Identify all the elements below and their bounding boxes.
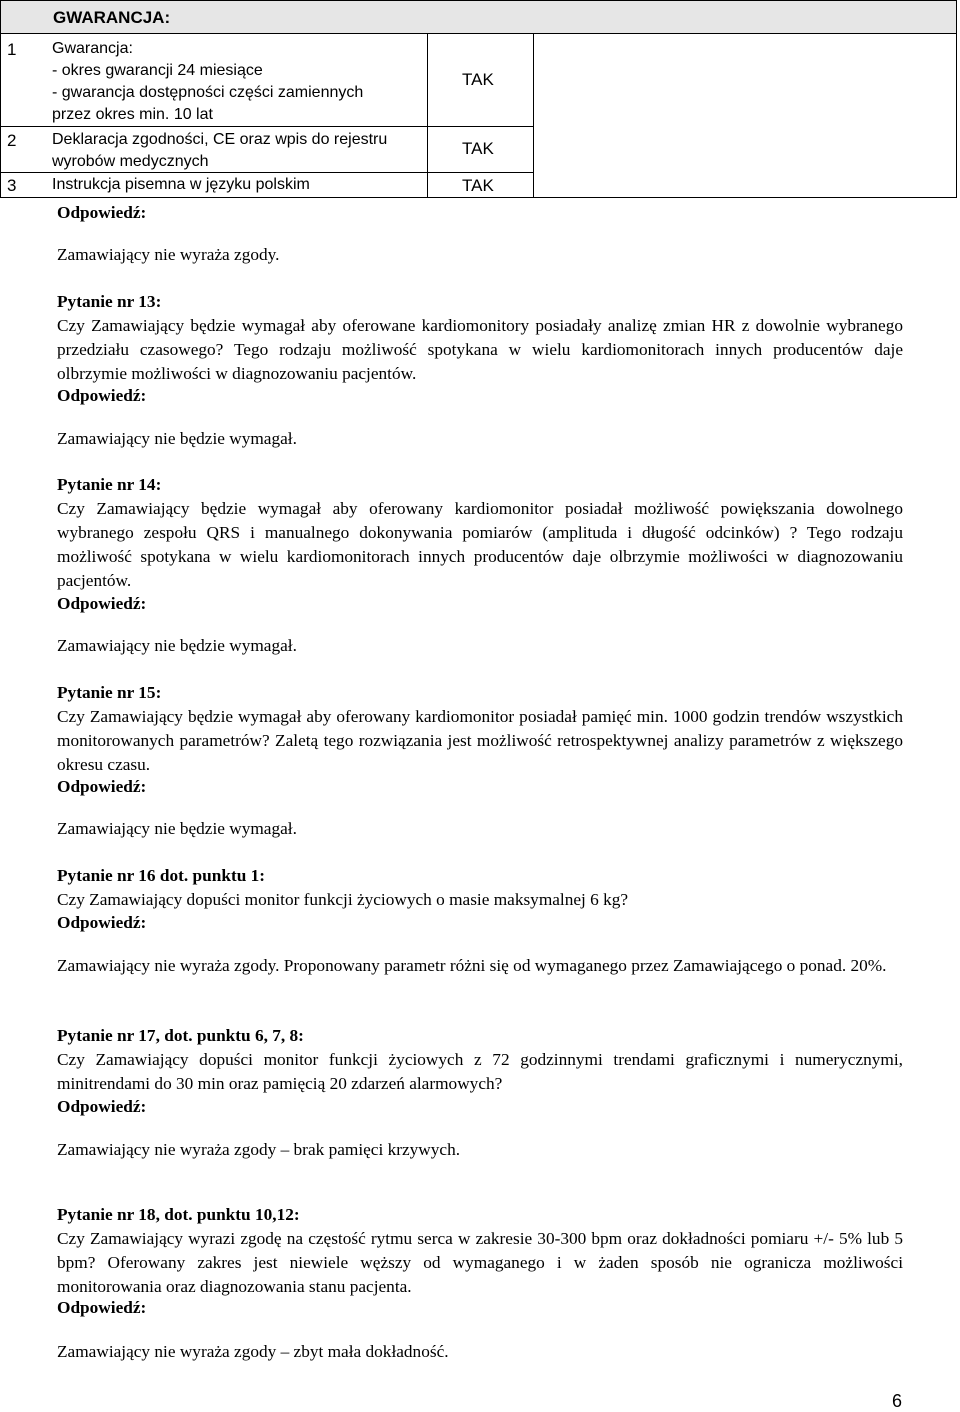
answer-label: Odpowiedź: [57, 386, 147, 405]
question-block [57, 290, 903, 386]
question-title: Pytanie nr 17, dot. punktu 6, 7, 8: [57, 1026, 304, 1045]
table-row-divider [0, 126, 533, 127]
row-number: 1 [7, 40, 17, 59]
answer-label: Odpowiedź: [57, 777, 147, 796]
question-title: Pytanie nr 14: [57, 475, 162, 494]
question-block [57, 1203, 903, 1299]
warranty-heading: GWARANCJA: [53, 8, 171, 27]
row-value: TAK [462, 176, 494, 195]
table-border-bottom [0, 197, 957, 198]
answer-text: Zamawiający nie będzie wymagał. [57, 429, 297, 448]
question-title: Pytanie nr 15: [57, 683, 162, 702]
answer-text: Zamawiający nie wyraża zgody – brak pamięci krzywych. [57, 1140, 461, 1159]
question-title: Pytanie nr 13: [57, 292, 162, 311]
row-number: 2 [7, 131, 17, 150]
question-block [57, 864, 903, 912]
row-value: TAK [462, 70, 494, 89]
table-border-right [956, 33, 957, 198]
table-column-divider [533, 33, 534, 198]
question-text: Czy Zamawiający będzie wymagał aby oferowane kardiomonitory posiadały analizę zmian HR z dowolnie wybranego przedziału czasowego? Tego rodzaju możliwość spotykana w wielu kardiomonitorach innych producentów daje olbrzymie możliwości w diagnozowaniu pacjentów. [57, 316, 903, 383]
answer-text: Zamawiający nie wyraża zgody – zbyt mała dokładność. [57, 1342, 449, 1361]
answer-label: Odpowiedź: [57, 203, 147, 222]
question-text: Czy Zamawiający dopuści monitor funkcji życiowych z 72 godzinnymi trendami graficznymi i numerycznymi, minitrendami do 30 min oraz pamięcią 20 zdarzeń alarmowych? [57, 1050, 903, 1093]
question-block [57, 1024, 903, 1096]
answer-text: Zamawiający nie wyraża zgody. Proponowany parametr różni się od wymaganego przez Zamawiającego o ponad. 20%. [57, 956, 887, 975]
question-text: Czy Zamawiający dopuści monitor funkcji życiowych o masie maksymalnej 6 kg? [57, 890, 629, 909]
answer-label: Odpowiedź: [57, 594, 147, 613]
warranty-table [0, 0, 958, 198]
row-description: Deklaracja zgodności, CE oraz wpis do rejestru wyrobów medycznych [52, 131, 388, 170]
row-value: TAK [462, 139, 494, 158]
answer-text: Zamawiający nie będzie wymagał. [57, 819, 297, 838]
question-block [57, 681, 903, 777]
table-border-left [0, 33, 1, 198]
row-description: Instrukcja pisemna w języku polskim [52, 176, 310, 193]
question-text: Czy Zamawiający wyrazi zgodę na częstość rytmu serca w zakresie 30-300 bpm oraz dokładności pomiaru +/- 5% lub 5 bpm? Oferowany zakres jest niewiele węższy od wymaganego i w żaden sposób nie ogranicza możliwości monitorowania oraz diagnozowania stanu pacjenta. [57, 1229, 903, 1296]
table-column-divider [427, 33, 428, 198]
row-description: Gwarancja: - okres gwarancji 24 miesiące - gwarancja dostępności części zamiennych przez okres min. 10 lat [52, 40, 364, 123]
question-title: Pytanie nr 18, dot. punktu 10,12: [57, 1205, 300, 1224]
answer-text: Zamawiający nie wyraża zgody. [57, 245, 280, 264]
answer-text: Zamawiający nie będzie wymagał. [57, 636, 297, 655]
question-text: Czy Zamawiający będzie wymagał aby oferowany kardiomonitor posiadał pamięć min. 1000 godzin trendów wszystkich monitorowanych parametrów? Zaletą tego rozwiązania jest możliwość retrospektywnej analizy parametrów z większego okresu czasu. [57, 707, 903, 774]
page-number: 6 [892, 1391, 903, 1411]
warranty-heading-row [0, 0, 957, 34]
answer-label: Odpowiedź: [57, 1097, 147, 1116]
question-block [57, 473, 903, 593]
question-text: Czy Zamawiający będzie wymagał aby oferowany kardiomonitor posiadał możliwość powiększania dowolnego wybranego zespołu QRS i manualnego dokonywania pomiarów (amplituda i długość odcinków) ? Tego rodzaju możliwość spotykana w wielu kardiomonitorach innych producentów daje olbrzymie możliwości w diagnozowaniu pacjentów. [57, 499, 903, 590]
answer-label: Odpowiedź: [57, 1298, 147, 1317]
row-number: 3 [7, 176, 17, 195]
answer-label: Odpowiedź: [57, 913, 147, 932]
question-title: Pytanie nr 16 dot. punktu 1: [57, 866, 266, 885]
